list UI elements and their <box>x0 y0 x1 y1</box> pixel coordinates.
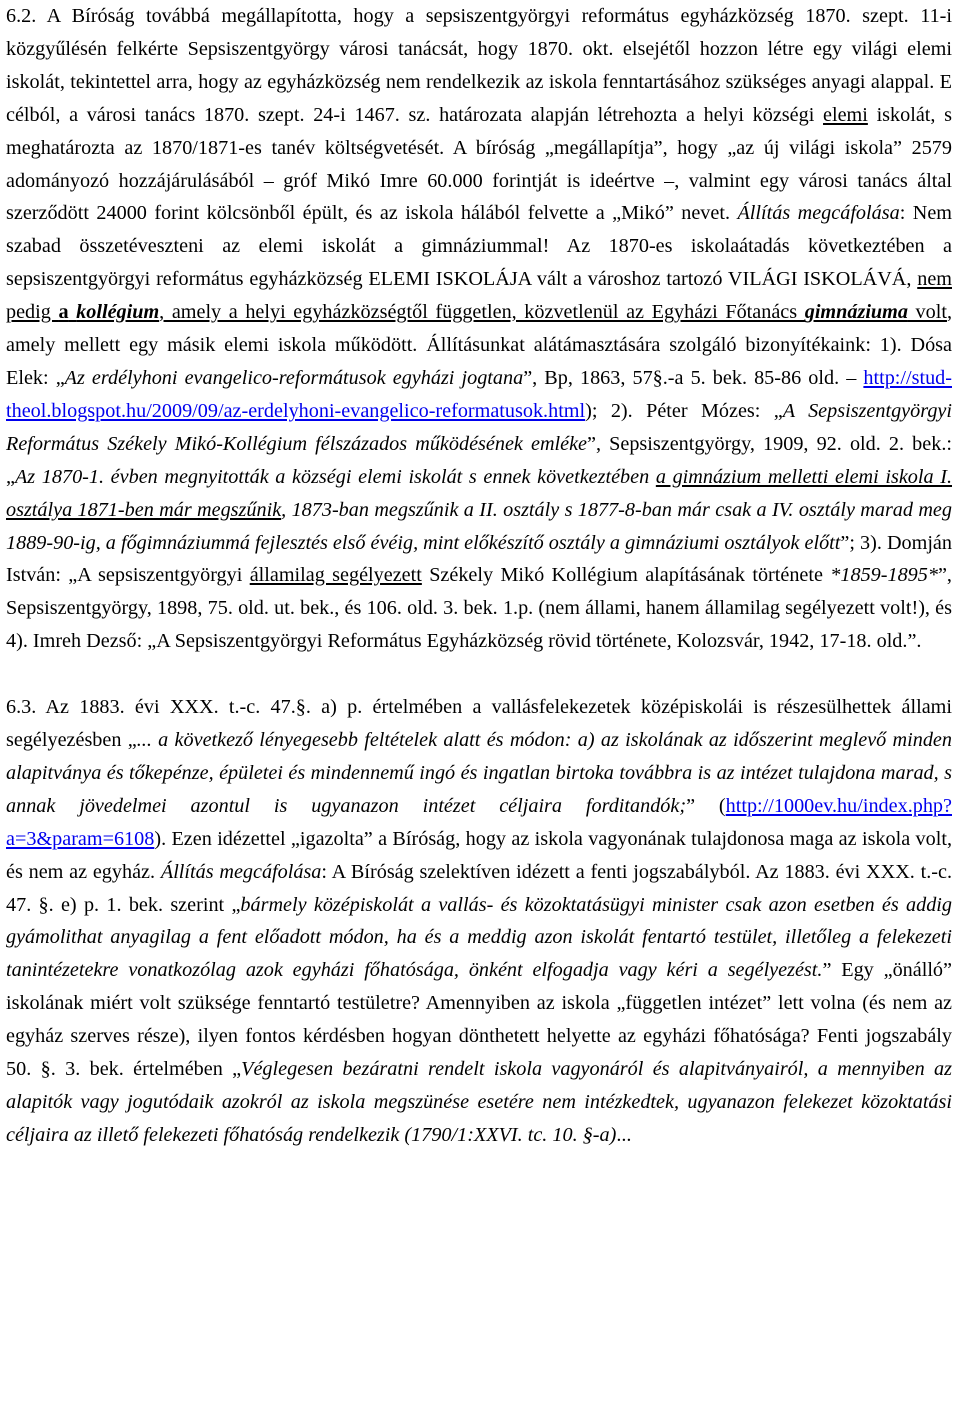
text-run: ”, Sepsiszentgyörgy, 1898, 75. old. ut. bek., és 106. old. 3. bek. 1.p. (nem állami, hanem államilag segélyezett volt!), és 4). Imreh Dezső: „A Sepsiszentgyörgyi Református Egyházközség rövid története, Kolozsvár, 1942, 17-18. old.”. <box>6 564 952 653</box>
text-run: 6.2. A Bíróság továbbá megállapította, hogy a sepsiszentgyörgyi református egyházközség 1870. szept. 11-i közgyűlésén felkérte Sepsiszentgyörgy városi tanácsát, hogy 1870. okt. elsejétől hozzon létre egy világi elemi iskolát, tekintettel arra, hogy az egyházközség nem rendelkezik az iskola fenntartásához szükséges anyagi alappal. E célból, a városi tanács 1870. szept. 24-i 1467. sz. határozata alapján létrehozta a helyi községi <box>6 5 952 126</box>
paragraph-6-3 <box>6 691 952 1152</box>
italic-quote: Az 1870-1. évben megnyitották a községi elemi iskolát s ennek következtében <box>14 465 656 488</box>
italic-underlined-quote: a gimnázium melletti elemi iskola I. osztálya 1871-ben már megszűnik <box>6 465 952 521</box>
underlined-text: elemi <box>823 103 868 126</box>
italic-title: Az erdélyhoni evangelico-reformátusok egyházi jogtana <box>64 366 524 389</box>
bold-italic-underlined-text: kollégium <box>76 301 160 324</box>
italic-quote: Véglegesen bezáratni rendelt iskola vagyonáról és alapitványairól, a mennyiben az alapitók vagy jogutódaik azokról az iskola megszünése esetére nem intézkedtek, ugyanazon felekezet közoktatási céljaira az illető felekezeti főhatóság rendelkezik (1790/1:XXVI. tc. 10. §-a) <box>6 1058 952 1146</box>
text-run: Székely Mikó Kollégium alapításának története <box>421 564 831 587</box>
text-run: ” Egy „önálló” iskolának miért volt szüksége fenntartó testületre? Amennyiben az iskola „független intézet” lett volna (és nem az egyház szerves része), ilyen fontos kérdésben hogyan dönthetett helyette az egyházi főhatósága? Fenti jogszabály 50. §. 3. bek. értelmében „ <box>6 959 952 1081</box>
text-run: ” ( <box>686 794 726 817</box>
italic-text: *1859-1895* <box>830 564 938 587</box>
text-run: ). Ezen idézettel „igazolta” a Bíróság, hogy az iskola vagyonának tulajdonosa maga az iskola volt, és nem az egyház. <box>6 827 952 883</box>
italic-heading-rebuttal: Állítás megcáfolása <box>737 202 900 225</box>
text-run: , amely mellett egy másik elemi iskola működött. Állításunkat alátámasztására szolgáló bizonyítékaink: 1). Dósa Elek: „ <box>6 301 953 389</box>
text-run: ”, Bp, 1863, 57§.-a 5. bek. 85-86 old. – <box>523 366 864 389</box>
text-run: ); 2). Péter Mózes: „ <box>585 399 783 422</box>
italic-quote: , 1873-ban megszűnik a II. osztály s 1877-8-ban már csak a IV. osztály marad meg 1889-90-ig, a főgimnáziummá fejlesztés első évéig, mint előkészítő osztály a gimnáziumi osztályok előtt <box>6 498 952 554</box>
text-run: : Nem szabad összetéveszteni az elemi iskolát a gimnáziummal! Az 1870-es iskolaátadás következtében a sepsiszentgyörgyi református egyházközség ELEMI ISKOLÁJA vált a városhoz tartozó VILÁGI ISKOLÁVÁ, <box>6 202 952 291</box>
italic-title: A Sepsiszentgyörgyi Református Székely Mikó-Kollégium félszázados működésének emléke <box>6 399 952 455</box>
italic-quote: bármely középiskolát a vallás- és közoktatásügyi minister csak azon esetben és addig gyámolithat anyagilag a fent előadott módon, ha és a meddig azon iskolát fentartó testület, illetőleg a felekezeti tanintézetekre vonatkozólag azok egyházi főhatósága, önként elfogadja vagy kéri a segélyezést. <box>6 893 952 982</box>
text-run: : A Bíróság szelektíven idézett a fenti jogszabályból. Az 1883. évi XXX. t.-c. 47. §. e) p. 1. bek. szerint „ <box>6 860 953 916</box>
underlined-text: volt <box>907 301 947 324</box>
italic-quote: ... a következő lényegesebb feltételek alatt és módon: a) az iskolának az időszerint meglevő minden alapitványa és tőkepénze, épületei és mindennemű ingó és ingatlan birtoka továbbra is az intézet tulajdona marad, s annak jövedelmei azontul is ugyanazon intézet céljaira forditandók; <box>6 729 952 817</box>
paragraph-6-2 <box>6 0 952 658</box>
text-run: iskolát, s meghatározta az 1870/1871-es tanév költségvetését. A bíróság „megállapítja”, hogy „az új világi iskola” 2579 adományozó hozzájárulásából – gróf Mikó Imre 60.000 forintját is ideértve –, valmint egy városi tanács által szerződött 24000 forint kölcsönből épült, és az iskola hálából felvette a „Mikó” nevet. <box>6 103 952 225</box>
paragraph-gap <box>6 658 952 691</box>
reference-link[interactable]: http://stud-theol.blogspot.hu/2009/09/az-erdelyhoni-evangelico-reformatusok.html <box>6 366 952 422</box>
bold-underlined-text: a <box>58 301 69 324</box>
bold-italic-underlined-text: gimnáziuma <box>804 301 908 324</box>
text-run: ”; 3). Domján István: „A sepsiszentgyörgyi <box>6 531 952 587</box>
text-run: ... <box>616 1123 632 1146</box>
text-run: 6.3. Az 1883. évi XXX. t.-c. 47.§. a) p. értelmében a vallásfelekezetek középiskolái is részesülhettek állami segélyezésben „ <box>6 696 952 752</box>
underlined-text: , amely a helyi egyházközségtől független, közvetlenül az Egyházi Főtanács <box>159 301 805 324</box>
italic-heading-rebuttal: Állítás megcáfolása <box>160 860 322 883</box>
underlined-text: államilag segélyezett <box>249 564 422 587</box>
underlined-text: nem pedig <box>6 268 952 324</box>
reference-link[interactable]: http://1000ev.hu/index.php?a=3&param=6108 <box>6 794 952 850</box>
text-run: ”, Sepsiszentgyörgy, 1909, 92. old. 2. bek.: „ <box>6 432 952 488</box>
